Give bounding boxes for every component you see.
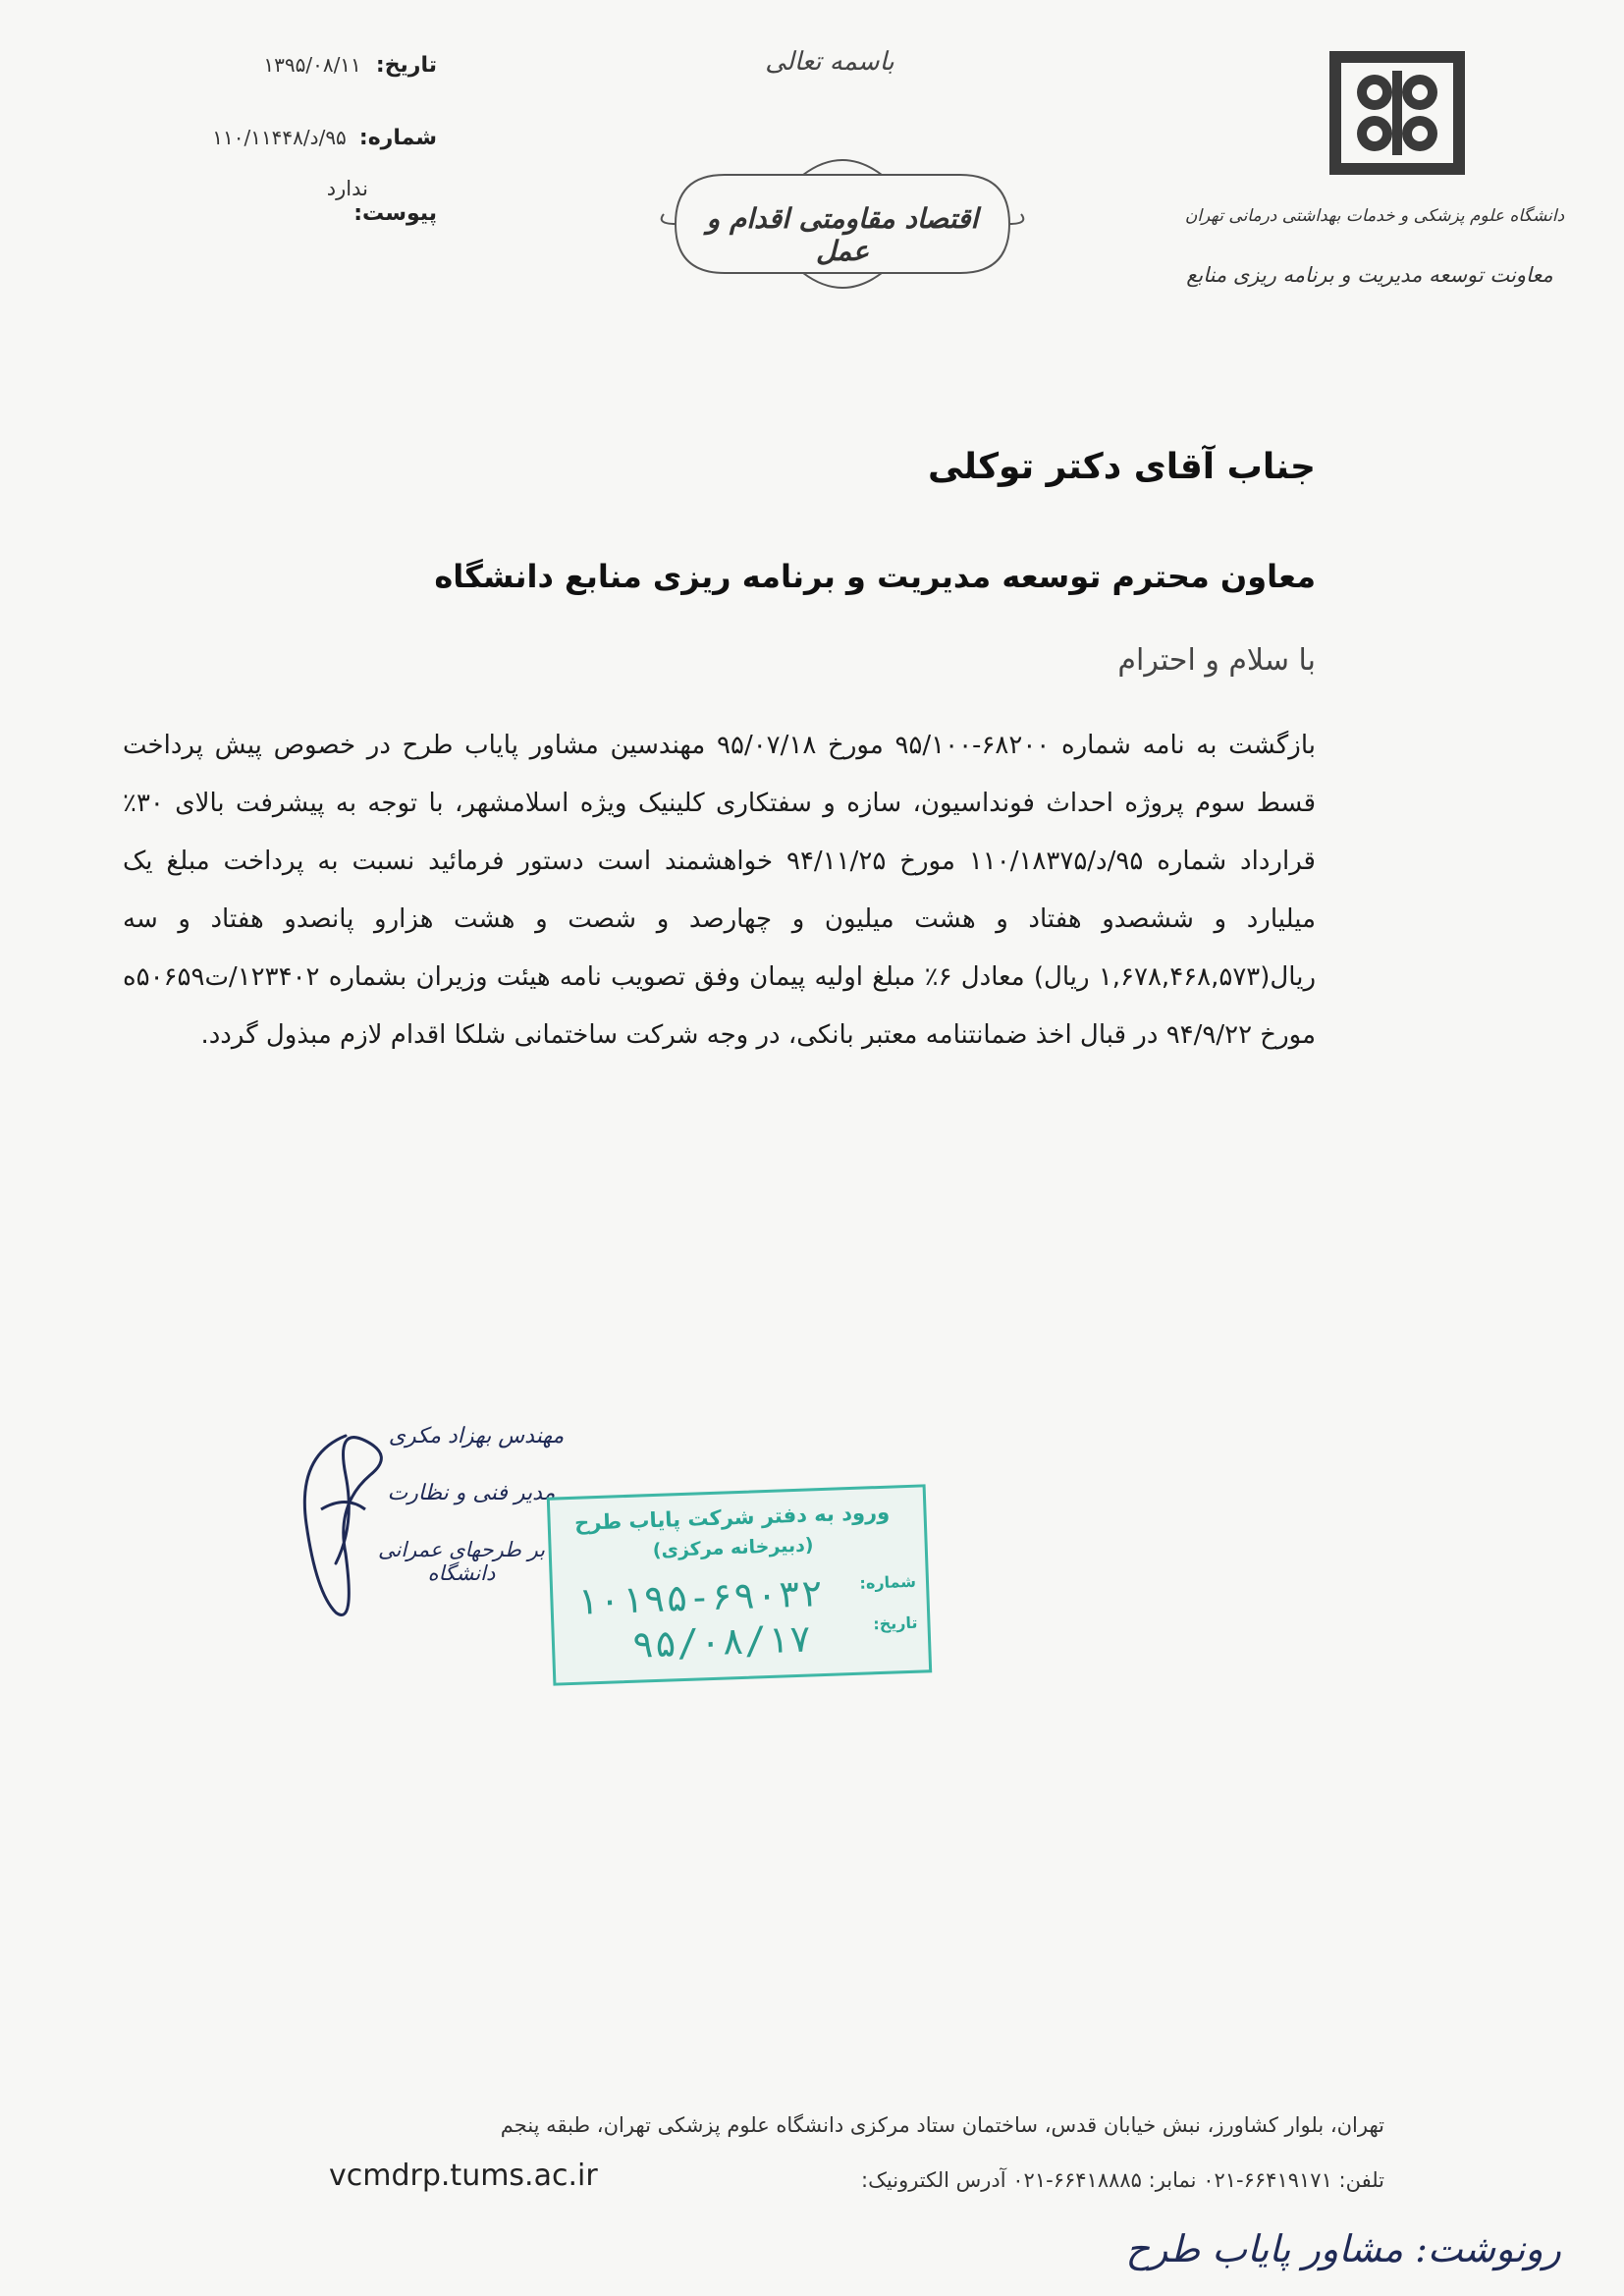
recipient-position: معاون محترم توسعه مدیریت و برنامه ریزی منابع دانشگاه (434, 558, 1316, 595)
org-line-1: دانشگاه علوم پزشکی و خدمات بهداشتی درمانی تهران (1184, 206, 1565, 226)
letter-body: بازگشت به نامه شماره ۶۸۲۰۰-۹۵/۱۰۰ مورخ ۹۵/۰۷/۱۸ مهندسین مشاور پایاب طرح در خصوص پیش پرداخت قسط سوم پروژه احداث فونداسیون، سازه و سفتکاری کلینیک ویژه اسلامشهر، با توجه به پیشرفت بالای ۳۰٪ قرارداد شماره ۹۵/د/۱۱۰/۱۸۳۷۵ مورخ ۹۴/۱۱/۲۵ خواهشمند است دستور فرمائید نسبت به پرداخت مبلغ یک میلیارد و ششصدو هفتاد و هشت میلیون و چهارصد و شصت و هشت هزارو پانصدو هفتاد و سه ریال(۱,۶۷۸,۴۶۸,۵۷۳ ریال) معادل ۶٪ مبلغ اولیه پیمان وفق تصویب نامه هیئت وزیران بشماره ۱۲۳۴۰۲/ت۵۰۶۵۹ه مورخ ۹۴/۹/۲۲ در قبال اخذ ضمانتنامه معتبر بانکی، در وجه شرکت ساختمانی شلکا اقدام لازم مبذول گردد. (123, 731, 1317, 1050)
stamp-date-value: ۹۵/۰۸/۱۷ (630, 1616, 813, 1667)
footer-address: تهران، بلوار کشاورز، نبش خیابان قدس، ساختمان ستاد مرکزی دانشگاه علوم پزشکی تهران، طبقه پنجم (500, 2113, 1384, 2137)
date-value: ۱۳۹۵/۰۸/۱۱ (263, 53, 361, 77)
stamp-line-1: ورود به دفتر شرکت پایاب طرح (573, 1500, 891, 1535)
signature-scribble-icon (277, 1416, 405, 1632)
greeting: با سلام و احترام (1117, 643, 1316, 678)
signature-line-2: مدیر فنی و نظارت (387, 1481, 556, 1505)
motto-emblem (656, 145, 1029, 302)
university-logo-icon (1327, 49, 1467, 177)
signature-line-1: مهندس بهزاد مکری (388, 1424, 565, 1449)
university-logo (1327, 49, 1467, 177)
stamp-number-value: ۱۰۱۹۵-۶۹۰۳۲ (574, 1571, 824, 1623)
motto-text: اقتصاد مقاومتی اقدام و عمل (706, 202, 979, 267)
number-label: شماره: (358, 126, 437, 150)
number-value: ۹۵/د/۱۱۰/۱۱۴۴۸ (212, 126, 347, 149)
date-label: تاریخ: (375, 53, 437, 78)
meta-number (196, 126, 437, 155)
stamp-date-label: تاریخ: (872, 1613, 918, 1634)
signature-scribble (277, 1416, 405, 1632)
org-line-2: معاونت توسعه مدیریت و برنامه ریزی منابع (1186, 263, 1553, 287)
basmala: باسمه تعالی (765, 47, 894, 77)
copy-note: رونوشت: مشاور پایاب طرح (1125, 2227, 1561, 2270)
recipient-title: جناب آقای دکتر توکلی (928, 447, 1316, 487)
footer-contact: تلفن: ۶۶۴۱۹۱۷۱-۰۲۱ نمابر: ۶۶۴۱۸۸۸۵-۰۲۱ آدرس الکترونیک: (861, 2168, 1384, 2192)
footer-website[interactable]: vcmdrp.tums.ac.ir (329, 2159, 598, 2193)
attachment-label: پیوست: (353, 201, 437, 226)
stamp-line-2: (دبیرخانه مرکزی) (652, 1534, 814, 1562)
meta-attachment (295, 201, 437, 231)
stamp-number-label: شماره: (859, 1571, 917, 1593)
signature-line-3: بر طرحهای عمرانی دانشگاه (377, 1538, 546, 1585)
receipt-stamp (547, 1484, 932, 1685)
attachment-value: ندارد (326, 177, 368, 200)
meta-date (201, 53, 437, 82)
